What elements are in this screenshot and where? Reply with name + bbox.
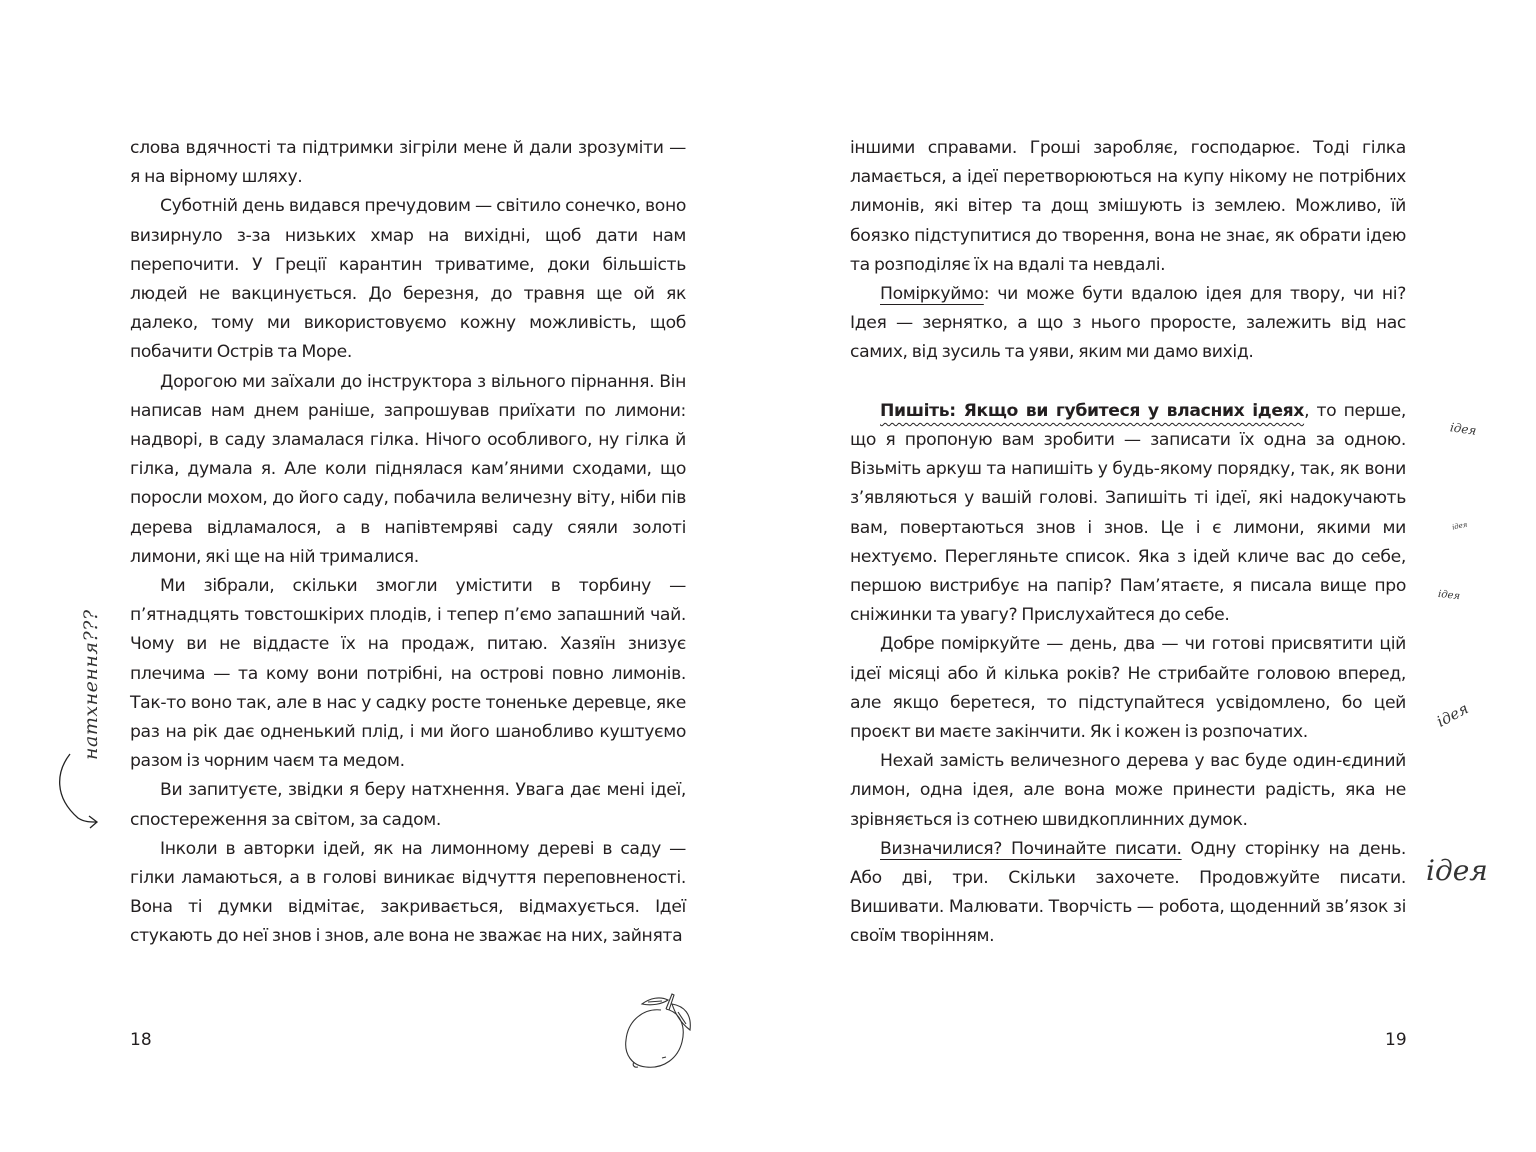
paragraph: слова вдячності та підтримки зігріли мене й дали зрозуміти — я на вірному шляху. (130, 138, 686, 188)
left-page-text (130, 134, 686, 952)
margin-note-idea: ідея (1451, 520, 1469, 532)
underlined-phrase: Поміркуймо (880, 284, 984, 305)
paragraph (850, 397, 1406, 631)
margin-note-idea: ідея (1449, 420, 1478, 438)
underlined-phrase: Визначилися? Починайте писати. (880, 838, 1182, 859)
page-number: 18 (130, 1030, 152, 1050)
margin-note-idea: ідея (1433, 699, 1472, 731)
paragraph: Ми зібрали, скільки змогли умістити в торбину — п’ятнадцять товстошкірих плодів, і тепер п’ємо запашний чай. Чому ви не віддасте їх на продаж, питаю. Хазяїн знизує плечима — та кому вони потрібні, на острові повно лимонів. Так-то воно так, але в нас у садку росте тоненьке деревце, яке раз на рік дає одненький плід, і ми його шанобливо куштуємо разом із чорним чаєм та медом. (130, 576, 686, 772)
bold-wavy-heading: Пишіть: Якщо ви губитеся у власних ідеях (880, 400, 1305, 421)
right-page-text (850, 134, 1406, 952)
paragraph (850, 835, 1406, 952)
paragraph: іншими справами. Гроші заробляє, господарює. Тоді гілка ламається, а ідеї перетворюються на купу нікому не потрібних лимонів, які вітер та дощ змішують із землею. Можливо, їй боязко підступитися до творення, вона не знає, як обрати ідею та розподіляє їх на вдалі та невдалі. (850, 138, 1406, 275)
paragraph: Дорогою ми заїхали до інструктора з вільного пірнання. Він написав нам днем раніше, запрошував приїхати по лимони: надворі, в саду зламалася гілка. Нічого особливого, ну гілка й гілка, думала я. Але коли піднялася кам’яними сходами, що поросли мохом, до його саду, побачила величезну віту, ніби пів дерева відламалося, а в напівтемряві саду сяяли золоті лимони, які ще на ній трималися. (130, 371, 686, 567)
margin-note-idea: ідея (1426, 854, 1488, 887)
paragraph: Інколи в авторки ідей, як на лимонному дереві в саду — гілки ламаються, а в голові виникає відчуття переповненості. Вона ті думки відмітає, закривається, відмахується. Ідеї стукають до неї знов і знов, але вона не зважає на них, зайнята (130, 838, 686, 947)
paragraph-text: Одну сторінку на день. Або дві, три. Скільки захочете. Продовжуйте писати. Вишивати. Малювати. Творчість — робота, щоденний зв’язок зі своїм творінням. (850, 838, 1406, 947)
paragraph-text: : чи може бути вдалою ідея для твору, чи ні? Ідея — зернятко, а що з нього проросте, залежить від нас самих, від зусиль та уяви, яким ми дамо вихід. (850, 284, 1406, 363)
curved-arrow-icon (56, 572, 136, 832)
margin-note-idea: ідея (1437, 588, 1461, 603)
margin-note-inspiration: натхнення??? (80, 609, 102, 760)
paragraph (850, 280, 1406, 368)
paragraph: Нехай замість величезного дерева у вас буде один-єдиний лимон, одна ідея, але вона може принести радість, яка не зрівняється із сотнею швидкоплинних думок. (850, 751, 1406, 830)
page-number: 19 (1385, 1030, 1407, 1050)
paragraph: Суботній день видався пречудовим — світило сонечко, воно визирнуло з-за низьких хмар на вихідні, щоб дати нам перепочити. У Греції карантин триватиме, доки більшість людей не вакцинується. До березня, до травня ще ой як далеко, тому ми використовуємо кожну можливість, щоб побачити Острів та Море. (130, 196, 686, 363)
lemon-icon (614, 982, 710, 1074)
paragraph: Добре поміркуйте — день, два — чи готові присвятити цій ідеї місяці або й кілька років? Не стрибайте головою вперед, але якщо беретеся, то підступайтеся усвідомлено, бо цей проєкт ви маєте закінчити. Як і кожен із розпочатих. (850, 634, 1406, 743)
paragraph: Ви запитуєте, звідки я беру натхнення. Увага дає мені ідеї, спостереження за світом, за садом. (130, 780, 686, 830)
right-page (768, 0, 1536, 1152)
paragraph-text: , то перше, що я пропоную вам зробити — записати їх одна за одною. Візьміть аркуш та напишіть у будь-якому порядку, так, як вони з’являються у вашій голові. Запишіть ті ідеї, які надокучають вам, повертаються знов і знов. Це і є лимони, якими ми нехтуємо. Перегляньте список. Яка з ідей кличе вас до себе, першою вистрибує на папір? Пам’ятаєте, я писала вище про сніжинки та увагу? Прислухайтеся до себе. (850, 400, 1407, 626)
